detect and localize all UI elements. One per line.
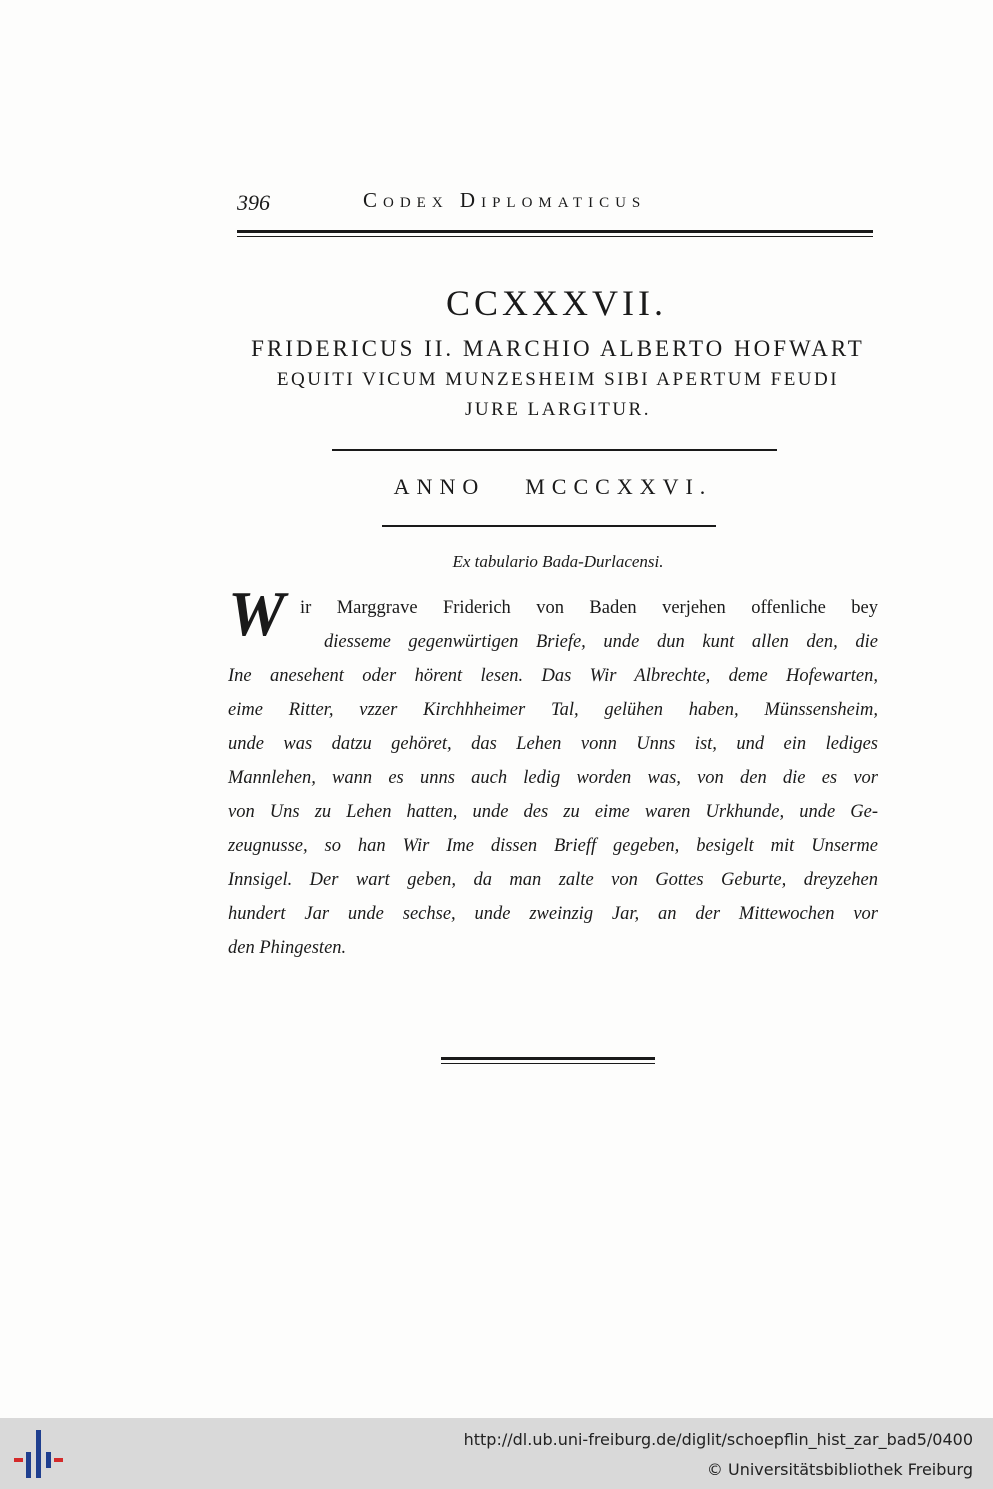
body-line: den Phingesten. <box>228 938 347 958</box>
footer-bar <box>0 1418 993 1489</box>
footer-url-link[interactable]: http://dl.ub.uni-freiburg.de/diglit/schoepflin_hist_zar_bad5/0400 <box>463 1430 973 1449</box>
body-line: Ine anesehent oder hörent lesen. Das Wir Albrechte, deme Hofewarten, <box>228 666 878 686</box>
anno-year: MCCCXXVI. <box>525 474 713 499</box>
body-line: eime Ritter, vzzer Kirchhheimer Tal, gelühen haben, Münssensheim, <box>228 700 878 720</box>
body-line: zeugnusse, so han Wir Ime dissen Brieff gegeben, besigelt mit Unserme <box>228 836 878 856</box>
footer-copyright: © Universitätsbibliothek Freiburg <box>706 1460 973 1479</box>
anno-rule <box>382 525 716 527</box>
end-rule <box>441 1057 655 1060</box>
body-line: ir Marggrave Friderich von Baden verjehen offenliche bey <box>300 598 878 618</box>
anno-label: ANNO <box>393 474 486 499</box>
body-line: Innsigel. Der wart geben, da man zalte von Gottes Geburte, dreyzehen <box>228 870 878 890</box>
body-line: von Uns zu Lehen hatten, unde des zu eime waren Urkhunde, unde Ge- <box>228 802 878 822</box>
running-title: Codex Diplomaticus <box>363 188 647 212</box>
source-note: Ex tabulario Bada-Durlacensi. <box>452 552 664 571</box>
page-number: 396 <box>237 190 270 215</box>
ub-freiburg-logo-icon <box>14 1428 64 1480</box>
heading-rule <box>332 449 777 451</box>
charter-heading-line-2: EQUITI VICUM MUNZESHEIM SIBI APERTUM FEUDI <box>276 369 840 390</box>
charter-number: CCXXXVII. <box>446 283 667 323</box>
charter-heading-line-3: JURE LARGITUR. <box>465 399 651 420</box>
drop-initial: W <box>228 578 285 649</box>
body-line: diesseme gegenwürtigen Briefe, unde dun kunt allen den, die <box>324 632 878 652</box>
anno-line <box>328 474 778 500</box>
body-line: Mannlehen, wann es unns auch ledig worden was, von den die es vor <box>228 768 878 788</box>
running-head <box>237 186 877 216</box>
charter-heading-line-1: FRIDERICUS II. MARCHIO ALBERTO HOFWART <box>251 336 865 361</box>
header-rule <box>237 230 873 233</box>
body-line: unde was datzu gehöret, das Lehen vonn Unns ist, und ein lediges <box>228 734 878 754</box>
body-line: hundert Jar unde sechse, unde zweinzig Jar, an der Mittewochen vor <box>228 904 878 924</box>
